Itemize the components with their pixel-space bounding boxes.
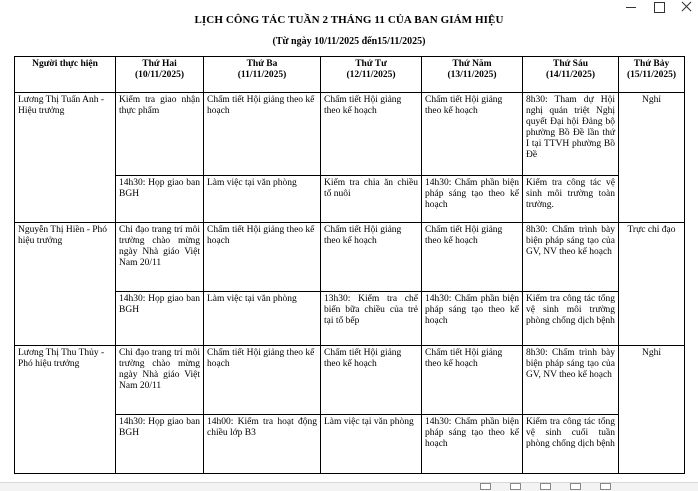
thursday-header: Thứ Năm (13/11/2025) — [422, 57, 523, 93]
document-subtitle: (Từ ngày 10/11/2025 đến15/11/2025) — [272, 36, 426, 47]
schedule-cell: Chấm tiết Hội giảng theo kế hoạch — [321, 93, 422, 176]
schedule-cell: 8h30: Chấm trình bày biện pháp sáng tạo của GV, NV theo kế hoạch — [523, 346, 619, 415]
schedule-cell: Chỉ đạo trang trí môi trường chào mừng ngày Nhà giáo Việt Nam 20/11 — [116, 346, 204, 415]
table-row — [15, 292, 685, 346]
schedule-table — [14, 56, 685, 474]
schedule-cell: Làm việc tại văn phòng — [204, 176, 321, 223]
view-mode-icon[interactable] — [480, 483, 491, 490]
table-row — [15, 415, 685, 474]
monday-header: Thứ Hai (10/11/2025) — [116, 57, 204, 93]
schedule-cell: Chấm tiết Hội giảng theo kế hoạch — [422, 93, 523, 176]
schedule-cell: 14h30: Họp giao ban BGH — [116, 415, 204, 474]
minimize-icon[interactable] — [624, 0, 638, 14]
schedule-cell: Chấm tiết Hội giảng theo kế hoạch — [204, 346, 321, 415]
schedule-cell: Kiểm tra công tác tổng vệ sinh cuối tuần phòng chống dịch bệnh — [523, 415, 619, 474]
person-name: Lương Thị Tuấn Anh - Hiệu trưởng — [15, 93, 116, 223]
schedule-cell: Chấm tiết Hội giảng theo kế hoạch — [422, 223, 523, 292]
saturday-cell: Nghỉ — [619, 93, 685, 223]
schedule-cell: 8h30: Chấm trình bày biện pháp sáng tạo của GV, NV theo kế hoạch — [523, 223, 619, 292]
schedule-cell: Chấm tiết Hội giảng theo kế hoạch — [321, 346, 422, 415]
schedule-cell: Chấm tiết Hội giảng theo kế hoạch — [204, 93, 321, 176]
view-mode-icon[interactable] — [600, 483, 611, 490]
document-title: LỊCH CÔNG TÁC TUẦN 2 THÁNG 11 CỦA BAN GIÁM HIỆU — [194, 14, 504, 26]
friday-header: Thứ Sáu (14/11/2025) — [523, 57, 619, 93]
schedule-cell: Làm việc tại văn phòng — [204, 292, 321, 346]
schedule-cell: 14h30: Chấm phần biện pháp sáng tạo theo kế hoạch — [422, 176, 523, 223]
saturday-cell: Trực chỉ đạo — [619, 223, 685, 346]
person-name: Nguyễn Thị Hiền - Phó hiệu trưởng — [15, 223, 116, 346]
schedule-cell: 13h30: Kiểm tra chế biến bữa chiều của trẻ tại tổ bếp — [321, 292, 422, 346]
status-bar — [0, 482, 698, 491]
schedule-cell: Làm việc tại văn phòng — [321, 415, 422, 474]
saturday-header: Thứ Bảy (15/11/2025) — [619, 57, 685, 93]
schedule-cell: 14h00: Kiểm tra hoạt động chiều lớp B3 — [204, 415, 321, 474]
schedule-cell: Chấm tiết Hội giảng theo kế hoạch — [204, 223, 321, 292]
schedule-cell: Chấm tiết Hội giảng theo kế hoạch — [321, 223, 422, 292]
person-name: Lương Thị Thu Thủy - Phó hiệu trưởng — [15, 346, 116, 474]
schedule-cell: Kiểm tra công tác tổng vệ sinh môi trường phòng chống dịch bệnh — [523, 292, 619, 346]
schedule-cell: Chấm tiết Hội giảng theo kế hoạch — [422, 346, 523, 415]
header-row — [15, 57, 685, 93]
maximize-icon[interactable] — [652, 0, 666, 14]
schedule-cell: 14h30: Chấm phần biện pháp sáng tạo theo kế hoạch — [422, 292, 523, 346]
schedule-cell: Chỉ đạo trang trí môi trường chào mừng ngày Nhà giáo Việt Nam 20/11 — [116, 223, 204, 292]
schedule-cell: 14h30: Họp giao ban BGH — [116, 176, 204, 223]
table-row — [15, 93, 685, 176]
table-row — [15, 176, 685, 223]
tuesday-header: Thứ Ba (11/11/2025) — [204, 57, 321, 93]
close-icon[interactable] — [680, 0, 694, 14]
schedule-cell: Kiểm tra giao nhận thực phẩm — [116, 93, 204, 176]
view-mode-icon[interactable] — [540, 483, 551, 490]
window-controls — [608, 0, 698, 14]
wednesday-header: Thứ Tư (12/11/2025) — [321, 57, 422, 93]
schedule-cell: 8h30: Tham dự Hội nghị quán triệt Nghị quyết Đại hội Đảng bộ phường Bồ Đề lần thứ I tại TTVH phường Bồ Đề — [523, 93, 619, 176]
table-row — [15, 346, 685, 415]
schedule-cell: 14h30: Chấm phần biện pháp sáng tạo theo kế hoạch — [422, 415, 523, 474]
view-mode-icon[interactable] — [510, 483, 521, 490]
schedule-cell: Kiểm tra công tác vệ sinh môi trường toàn trường. — [523, 176, 619, 223]
table-row — [15, 223, 685, 292]
view-mode-icon[interactable] — [570, 483, 581, 490]
saturday-cell: Nghỉ — [619, 346, 685, 474]
schedule-cell: 14h30: Họp giao ban BGH — [116, 292, 204, 346]
person-column-header: Người thực hiện — [15, 57, 116, 93]
schedule-cell: Kiểm tra chia ăn chiều tổ nuôi — [321, 176, 422, 223]
